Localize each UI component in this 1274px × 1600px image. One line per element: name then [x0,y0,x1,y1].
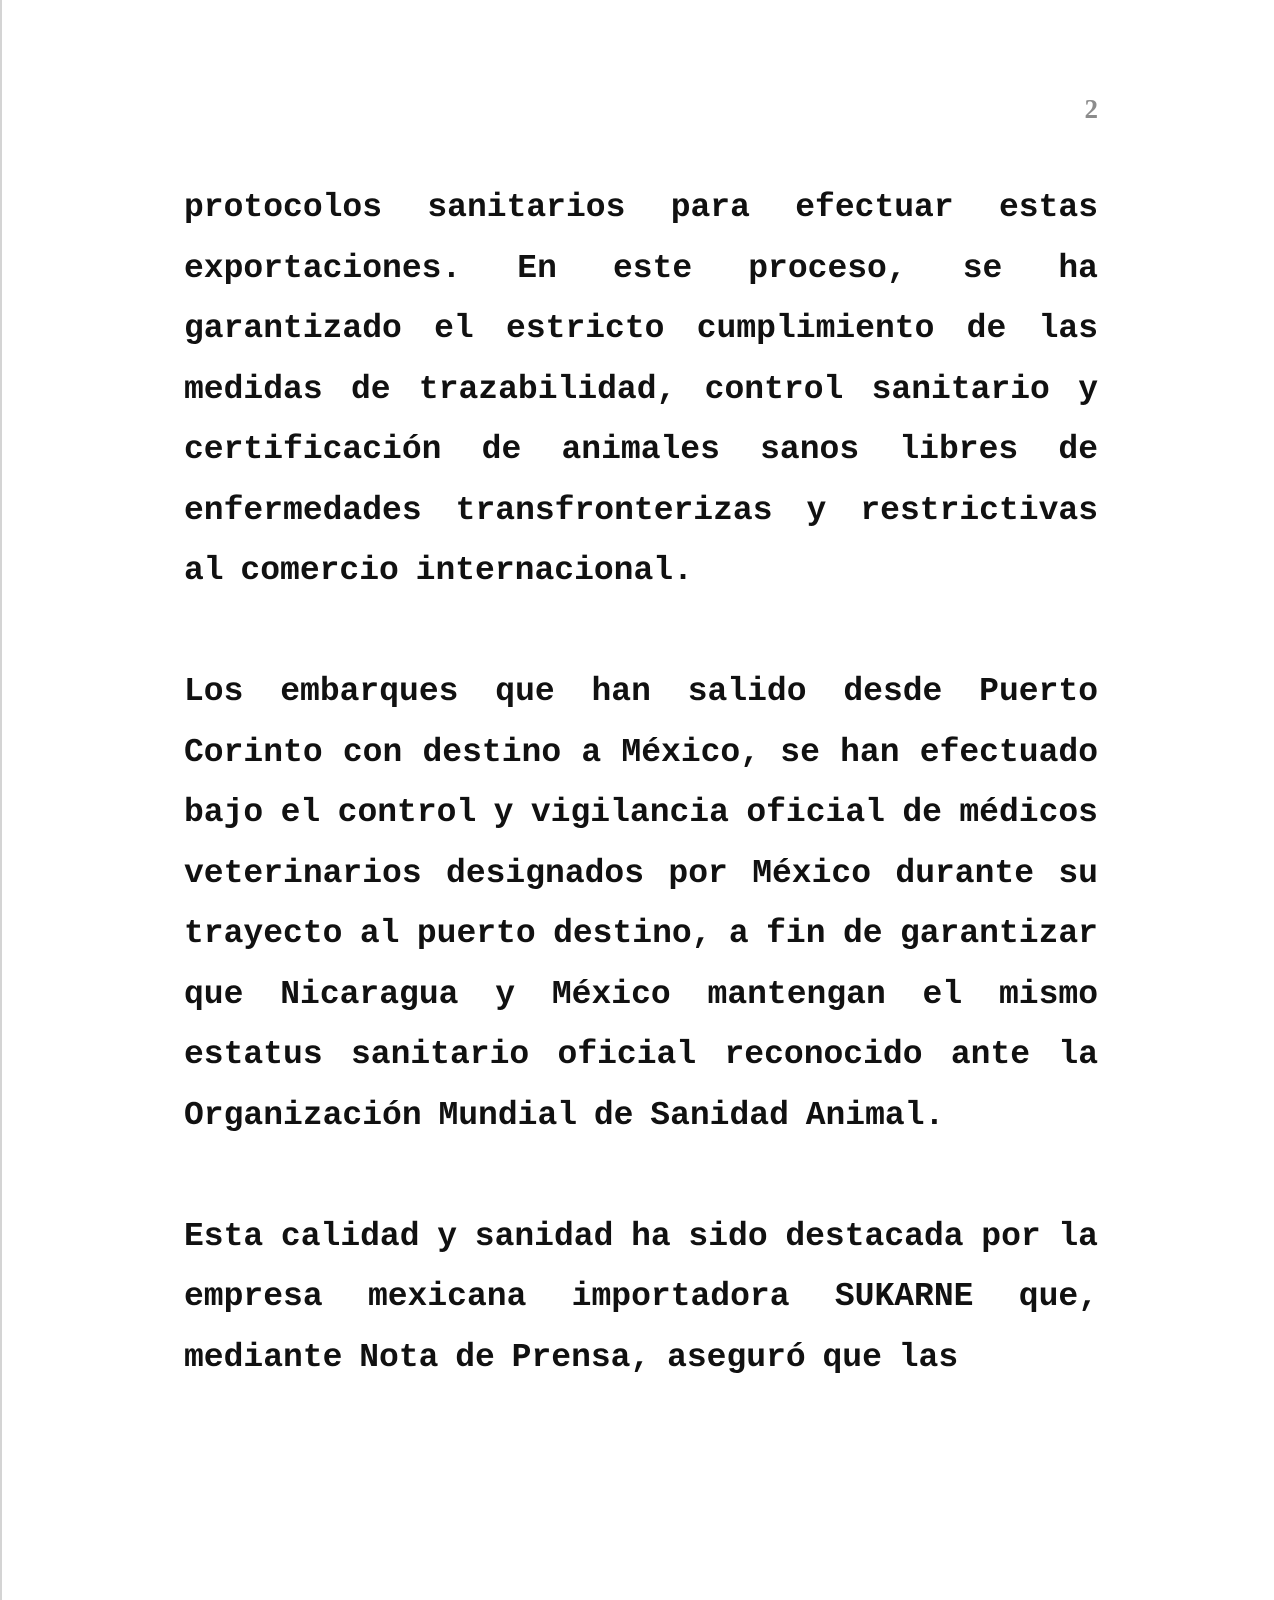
document-body [184,178,1098,1388]
paragraph-shipments: Los embarques que han salido desde Puerto Corinto con destino a México, se han efectuado bajo el control y vigilancia oficial de médicos veterinarios designados por México durante su trayecto al puerto destino, a fin de garantizar que Nicaragua y México mantengan el mismo estatus sanitario oficial reconocido ante la Organización Mundial de Sanidad Animal. [184,673,1098,1134]
paragraph-sukarne: Esta calidad y sanidad ha sido destacada por la empresa mexicana importadora SUKARNE que, mediante Nota de Prensa, aseguró que las [184,1217,1098,1376]
paragraph-sanitary-protocols: protocolos sanitarios para efectuar estas exportaciones. En este proceso, se ha garantizado el estricto cumplimiento de las medidas de trazabilidad, control sanitario y certificación de animales sanos libres de enfermedades transfronterizas y restrictivas al comercio internacional. [184,189,1098,589]
page-number: 2 [1084,94,1098,124]
